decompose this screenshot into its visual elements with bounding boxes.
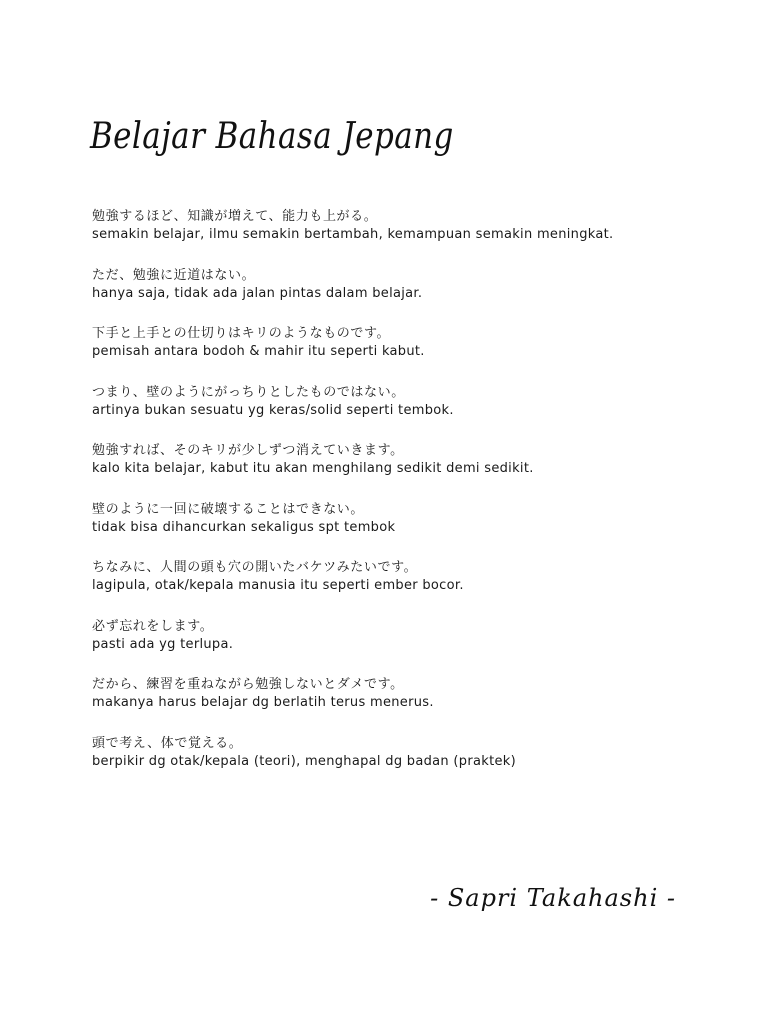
- author-signature: - Sapri Takahashi -: [430, 884, 676, 912]
- japanese-line: 下手と上手との仕切りはキリのようなものです。: [92, 326, 391, 341]
- passage-8: [92, 618, 692, 677]
- passage-list: [92, 208, 692, 793]
- passage-3: [92, 325, 692, 384]
- japanese-line: 頭で考え、体で覚える。: [92, 735, 243, 751]
- passage-9: [92, 676, 692, 735]
- indonesian-line: pasti ada yg terlupa.: [92, 636, 234, 652]
- indonesian-line: lagipula, otak/kepala manusia itu seperti ember bocor.: [92, 578, 464, 593]
- passage-4: [92, 384, 692, 443]
- passage-10: [92, 735, 692, 794]
- indonesian-line: berpikir dg otak/kepala (teori), menghapal dg badan (praktek): [92, 753, 516, 769]
- indonesian-line: artinya bukan sesuatu yg keras/solid seperti tembok.: [92, 402, 454, 418]
- indonesian-line: makanya harus belajar dg berlatih terus menerus.: [92, 695, 434, 710]
- japanese-line: ただ、勉強に近道はない。: [92, 267, 256, 283]
- page-title: Belajar Bahasa Jepang: [90, 116, 454, 158]
- indonesian-line: semakin belajar, ilmu semakin bertambah, kemampuan semakin meningkat.: [92, 227, 614, 242]
- japanese-line: 勉強するほど、知識が増えて、能力も上がる。: [92, 209, 378, 224]
- passage-1: [92, 208, 692, 267]
- indonesian-line: tidak bisa dihancurkan sekaligus spt tembok: [92, 519, 396, 535]
- indonesian-line: kalo kita belajar, kabut itu akan menghilang sedikit demi sedikit.: [92, 461, 534, 476]
- passage-7: [92, 559, 692, 618]
- japanese-line: 勉強すれば、そのキリが少しずつ消えていきます。: [92, 443, 404, 458]
- passage-2: [92, 267, 692, 326]
- passage-6: [92, 501, 692, 560]
- indonesian-line: pemisah antara bodoh & mahir itu seperti kabut.: [92, 344, 425, 359]
- indonesian-line: hanya saja, tidak ada jalan pintas dalam belajar.: [92, 285, 423, 301]
- passage-5: [92, 442, 692, 501]
- japanese-line: 壁のように一回に破壊することはできない。: [92, 501, 365, 517]
- japanese-line: ちなみに、人間の頭も穴の開いたバケツみたいです。: [92, 560, 418, 575]
- japanese-line: だから、練習を重ねながら勉強しないとダメです。: [92, 677, 404, 692]
- japanese-line: つまり、壁のようにがっちりとしたものではない。: [92, 384, 405, 400]
- japanese-line: 必ず忘れをします。: [92, 618, 214, 634]
